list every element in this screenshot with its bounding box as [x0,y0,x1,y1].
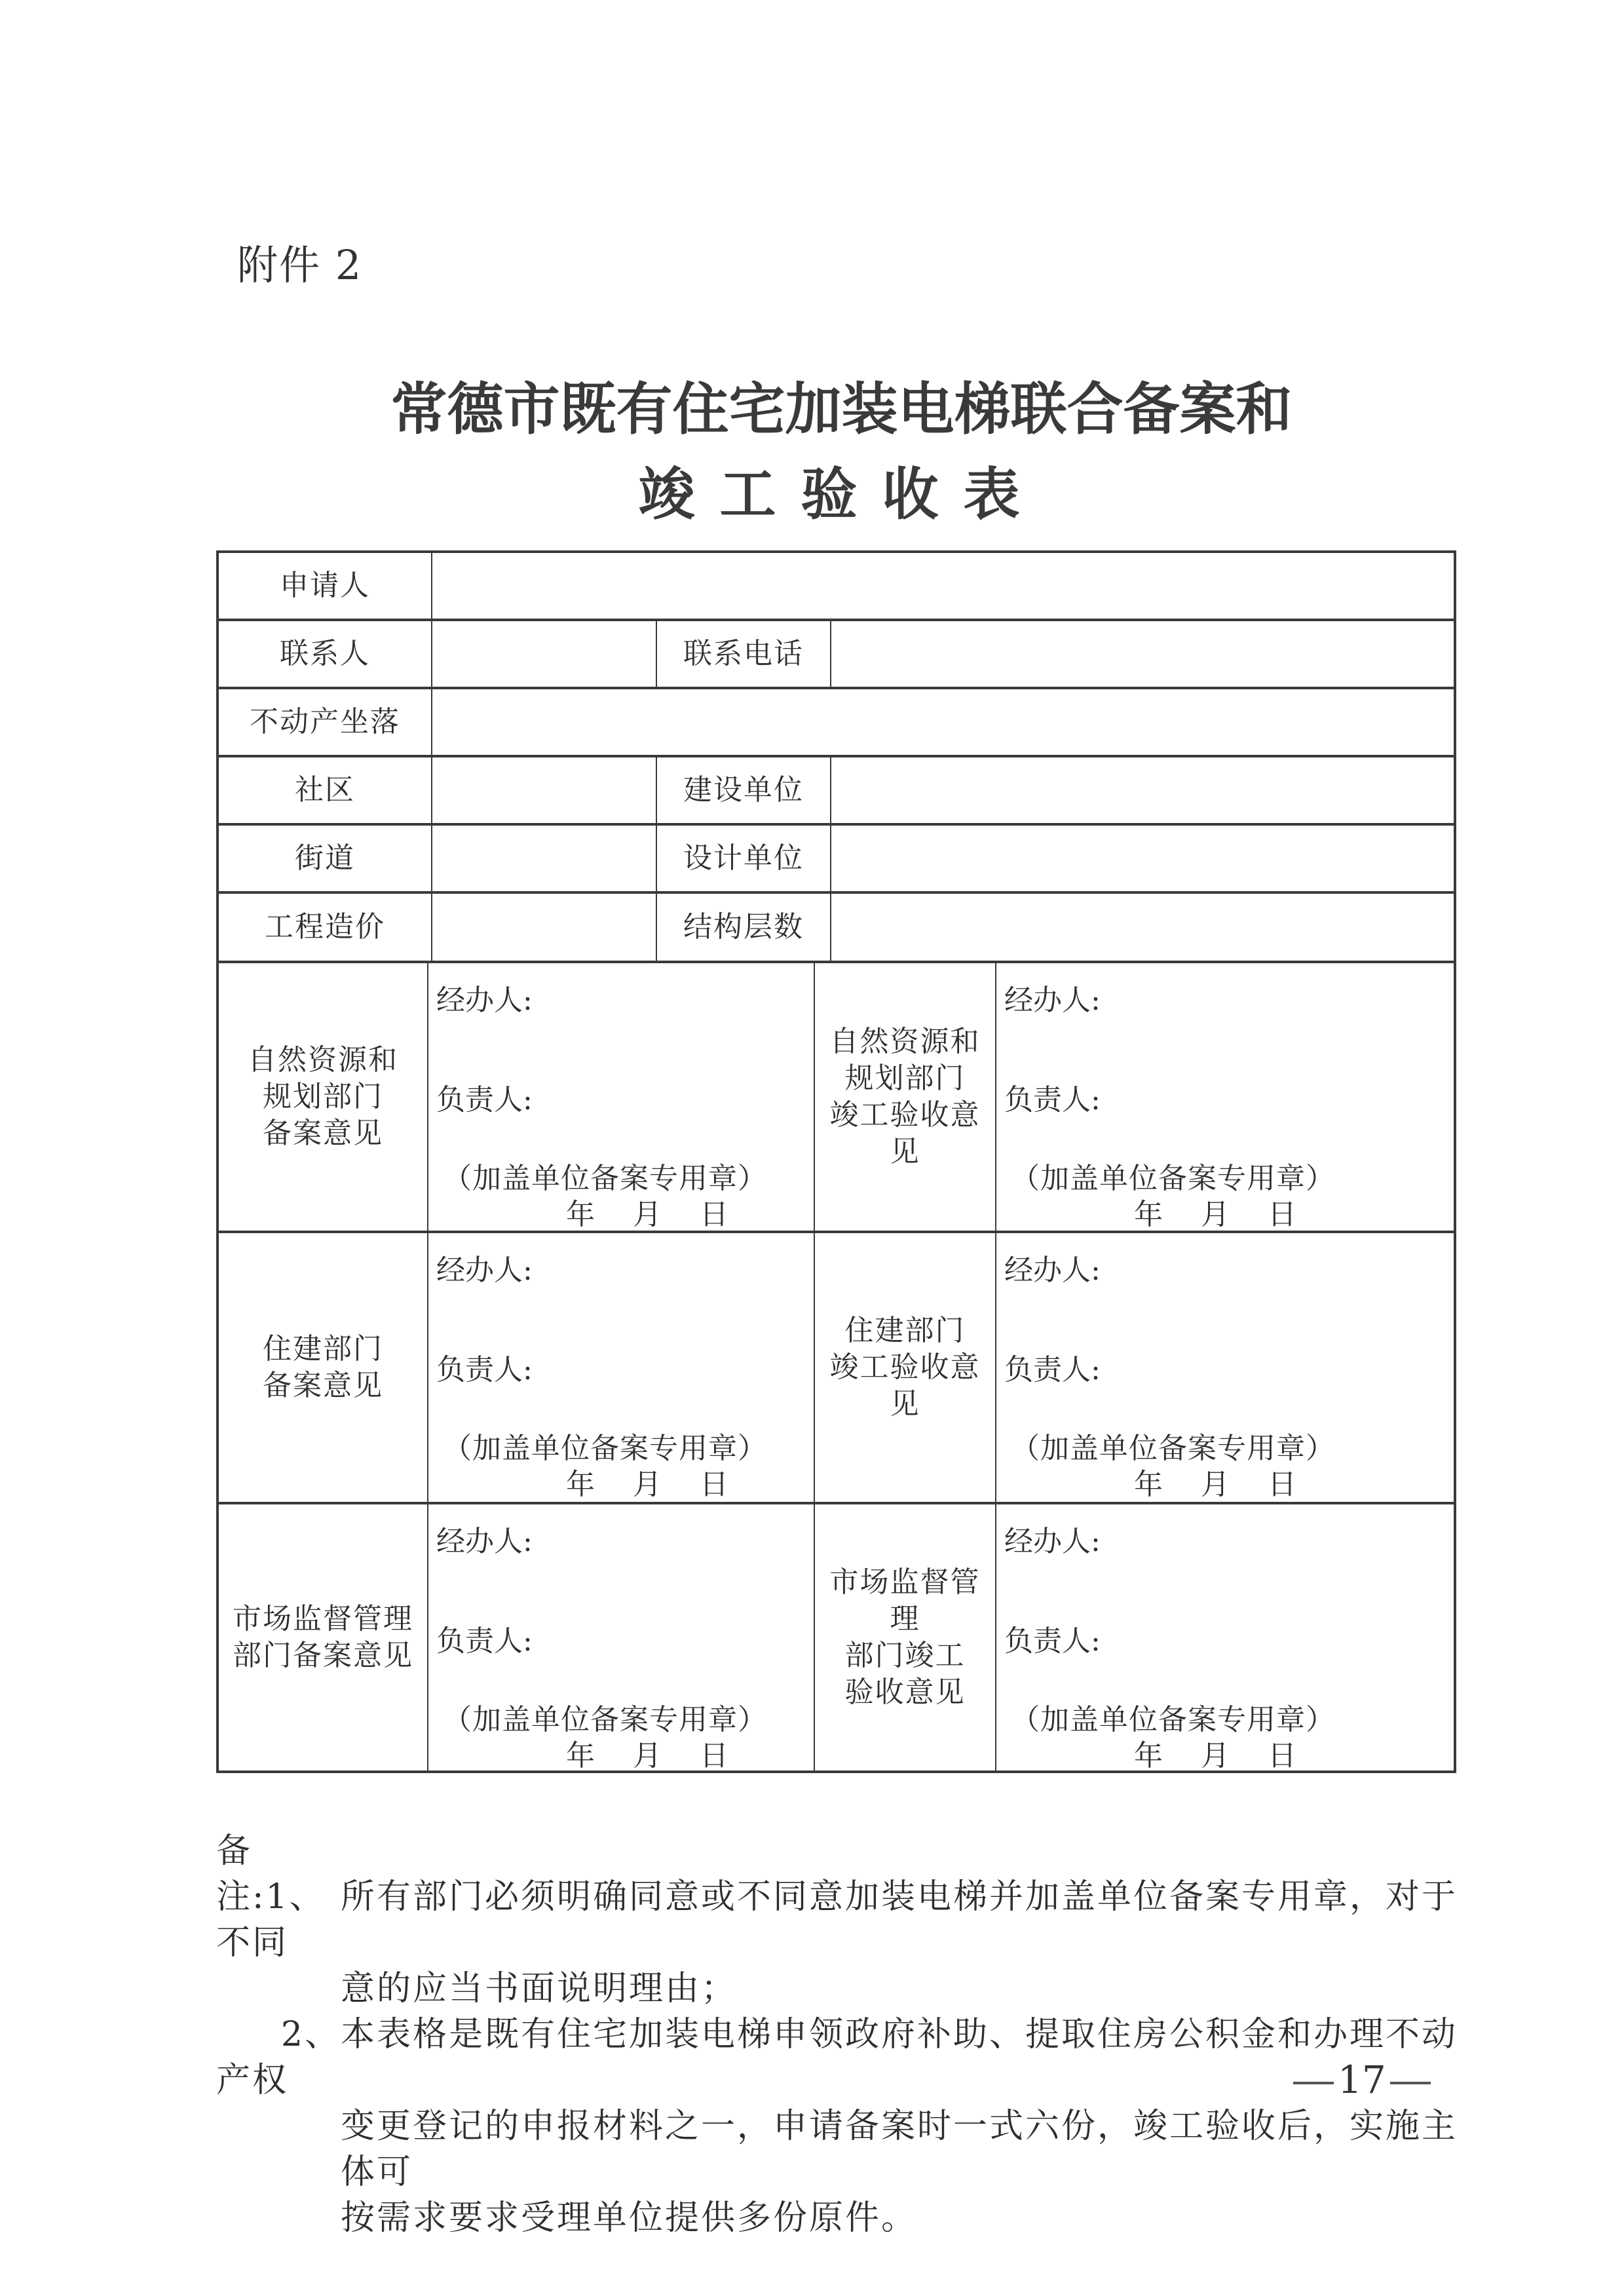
label-construction-unit: 建设单位 [656,757,830,823]
label-street: 街道 [295,841,355,875]
date-line: 年 月 日 [1134,1468,1296,1501]
field-street[interactable] [431,826,656,891]
label-nr-filing-opinion: 自然资源和 规划部门 备案意见 [248,1043,398,1150]
field-contact-phone[interactable] [830,621,1454,687]
field-community[interactable] [431,757,656,823]
form-row-applicant [219,553,1454,621]
responsible-label: 负责人: [1004,1624,1101,1658]
approval-row-natural-resources [219,963,1454,1233]
stamp-note: （加盖单位备案专用章） [1011,1162,1335,1195]
note-2-line-1: 2、本表格是既有住宅加装电梯申领政府补助、提取住房公积金和办理不动产权 [216,2015,1458,2100]
handler-label: 经办人: [1004,984,1101,1017]
label-market-filing-opinion: 市场监督管理 部门备案意见 [233,1602,413,1672]
field-structure-floors[interactable] [830,894,1454,961]
page-number: 17 [1289,2057,1435,2102]
attachment-label: 附件 2 [237,241,363,289]
form-row-street [219,826,1454,894]
document-title-line2: 竣工验收表 [638,461,1045,527]
stamp-note: （加盖单位备案专用章） [443,1162,767,1195]
form-row-contact [219,621,1454,689]
dash-left [1293,2082,1334,2084]
label-market-acceptance-opinion: 市场监督管理 部门竣工 验收意见 [814,1504,995,1770]
form-row-project-cost [219,894,1454,963]
handler-label: 经办人: [436,1253,533,1287]
stamp-note: （加盖单位备案专用章） [1011,1703,1335,1736]
handler-label: 经办人: [1004,1525,1101,1558]
field-design-unit[interactable] [830,826,1454,891]
date-line: 年 月 日 [566,1739,728,1772]
field-applicant[interactable] [431,553,1454,619]
label-housing-filing-opinion: 住建部门 备案意见 [263,1332,383,1402]
field-construction-unit[interactable] [830,757,1454,823]
note-1-line-1: 备注:1、 所有部门必须明确同意或不同意加装电梯并加盖单位备案专用章，对于不同 [216,1831,1458,1962]
handler-label: 经办人: [1004,1253,1101,1287]
date-line: 年 月 日 [566,1468,728,1501]
responsible-label: 负责人: [436,1083,533,1117]
document-title-line1: 常德市既有住宅加装电梯联合备案和 [390,376,1293,442]
nr-filing-signature-block[interactable] [427,963,814,1231]
label-applicant: 申请人 [280,569,370,602]
label-contact: 联系人 [280,637,370,670]
housing-filing-signature-block[interactable] [427,1233,814,1502]
note-1-line-2: 意的应当书面说明理由； [341,1969,738,2008]
stamp-note: （加盖单位备案专用章） [443,1703,767,1736]
handler-label: 经办人: [436,1525,533,1558]
label-structure-floors: 结构层数 [656,894,830,961]
label-contact-phone: 联系电话 [656,621,830,687]
label-project-cost: 工程造价 [265,910,385,944]
date-line: 年 月 日 [566,1198,728,1231]
nr-acceptance-signature-block[interactable] [995,963,1454,1231]
note-2-line-3: 按需求要求受理单位提供多份原件。 [341,2198,918,2238]
responsible-label: 负责人: [1004,1353,1101,1387]
label-community: 社区 [295,773,355,807]
date-line: 年 月 日 [1134,1198,1296,1231]
record-form-table [216,550,1456,1773]
stamp-note: （加盖单位备案专用章） [443,1432,767,1465]
market-acceptance-signature-block[interactable] [995,1504,1454,1770]
field-contact[interactable] [431,621,656,687]
notes-section [216,1828,1461,2241]
market-filing-signature-block[interactable] [427,1504,814,1770]
note-2-line-2: 变更登记的申报材料之一，申请备案时一式六份，竣工验收后，实施主体可 [341,2107,1458,2192]
responsible-label: 负责人: [1004,1083,1101,1117]
label-property-location: 不动产坐落 [250,705,400,738]
date-line: 年 月 日 [1134,1739,1296,1772]
responsible-label: 负责人: [436,1353,533,1387]
label-nr-acceptance-opinion: 自然资源和 规划部门 竣工验收意见 [814,963,995,1231]
form-row-property-location [219,689,1454,757]
label-design-unit: 设计单位 [656,826,830,891]
stamp-note: （加盖单位备案专用章） [1011,1432,1335,1465]
label-housing-acceptance-opinion: 住建部门 竣工验收意见 [814,1233,995,1502]
field-project-cost[interactable] [431,894,656,961]
housing-acceptance-signature-block[interactable] [995,1233,1454,1502]
responsible-label: 负责人: [436,1624,533,1658]
approval-row-market-supervision [219,1504,1454,1770]
form-row-community [219,757,1454,826]
dash-right [1390,2082,1431,2084]
field-property-location[interactable] [431,689,1454,755]
approval-row-housing [219,1233,1454,1504]
handler-label: 经办人: [436,984,533,1017]
